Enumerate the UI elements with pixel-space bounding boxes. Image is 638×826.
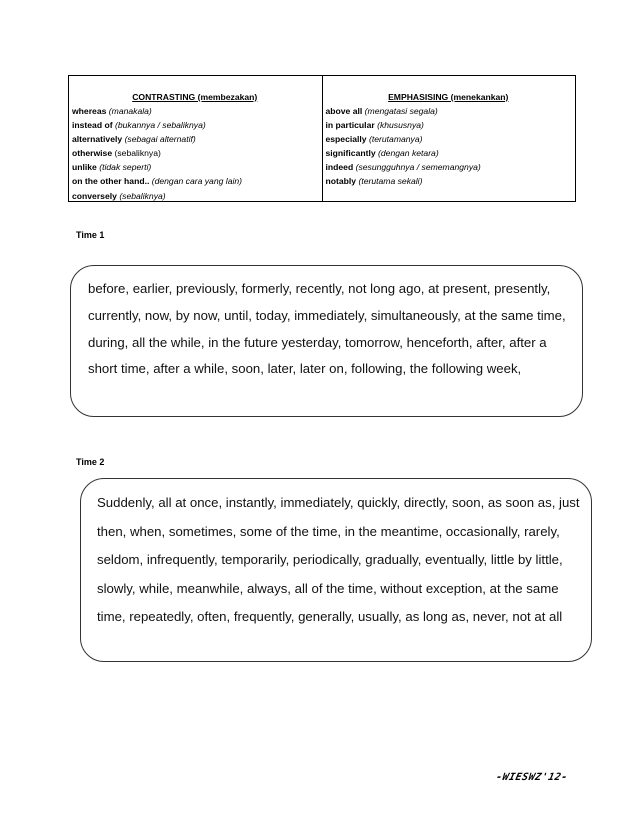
translation: (dengan cara yang lain): [151, 176, 243, 187]
translation: (dengan ketara): [378, 148, 439, 159]
connective-word: alternatively: [72, 134, 123, 145]
connective-word: above all: [325, 106, 363, 116]
translation: (sebaliknya): [114, 148, 161, 159]
connective-word: on the other hand..: [72, 176, 150, 187]
translation: (khususnya): [377, 120, 424, 131]
list-item: [326, 118, 572, 132]
time1-text: before, earlier, previously, formerly, recently, not long ago, at present, presently, currently, now, by now, until, today, immediately, simultaneously, at the same time, during, all the while, in the future yesterday, tomorrow, henceforth, after, after a short time, after a while, soon, later, later on, following, the following week,: [88, 281, 566, 377]
connective-word: significantly: [325, 148, 376, 159]
list-item: [72, 104, 318, 118]
list-item: [326, 146, 572, 160]
connective-word: instead of: [72, 120, 113, 131]
connective-word: notably: [325, 176, 357, 187]
contrasting-list: [72, 104, 318, 203]
emphasising-list: [326, 104, 572, 189]
list-item: [326, 174, 572, 188]
emphasising-column: [322, 76, 576, 201]
list-item: [72, 118, 318, 132]
translation: (sesungguhnya / sememangnya): [355, 162, 481, 173]
time2-box: [80, 478, 592, 662]
list-item: [72, 132, 318, 146]
connectives-table: [68, 75, 576, 202]
emphasising-heading: EMPHASISING (menekankan): [388, 92, 509, 102]
translation: (sebagai alternatif): [124, 134, 196, 145]
connective-word: otherwise: [72, 148, 113, 159]
connective-word: conversely: [72, 190, 117, 201]
author-signature: -WIESWZ'12-: [494, 772, 569, 783]
list-item: [72, 160, 318, 174]
time2-label: Time 2: [76, 457, 105, 467]
list-item: [326, 132, 572, 146]
list-item: [326, 160, 572, 174]
connective-word: in particular: [325, 120, 375, 131]
connective-word: especially: [325, 134, 367, 145]
translation: (terutamanya): [368, 134, 423, 145]
translation: (manakala): [108, 106, 152, 116]
list-item: [72, 189, 318, 203]
contrasting-column: [69, 76, 322, 201]
connective-word: indeed: [325, 162, 354, 173]
connective-word: unlike: [72, 162, 97, 173]
connective-word: whereas: [72, 106, 107, 116]
translation: (mengatasi segala): [364, 106, 438, 116]
translation: (tidak seperti): [99, 162, 152, 173]
list-item: [326, 104, 572, 118]
translation: (bukannya / sebaliknya): [114, 120, 206, 131]
translation: (sebaliknya): [119, 190, 166, 201]
time1-label: Time 1: [76, 230, 105, 240]
list-item: [72, 146, 318, 160]
translation: (terutama sekali): [358, 176, 423, 187]
list-item: [72, 174, 318, 188]
contrasting-heading: CONTRASTING (membezakan): [132, 92, 258, 102]
time2-text: Suddenly, all at once, instantly, immediately, quickly, directly, soon, as soon as, just then, when, sometimes, some of the time, in the meantime, occasionally, rarely, seldom, infrequently, temporarily, periodically, gradually, eventually, little by little, slowly, while, meanwhile, always, all of the time, without exception, at the same time, repeatedly, often, frequently, generally, usually, as long as, never, not at all: [97, 495, 580, 624]
time1-box: [70, 265, 583, 417]
